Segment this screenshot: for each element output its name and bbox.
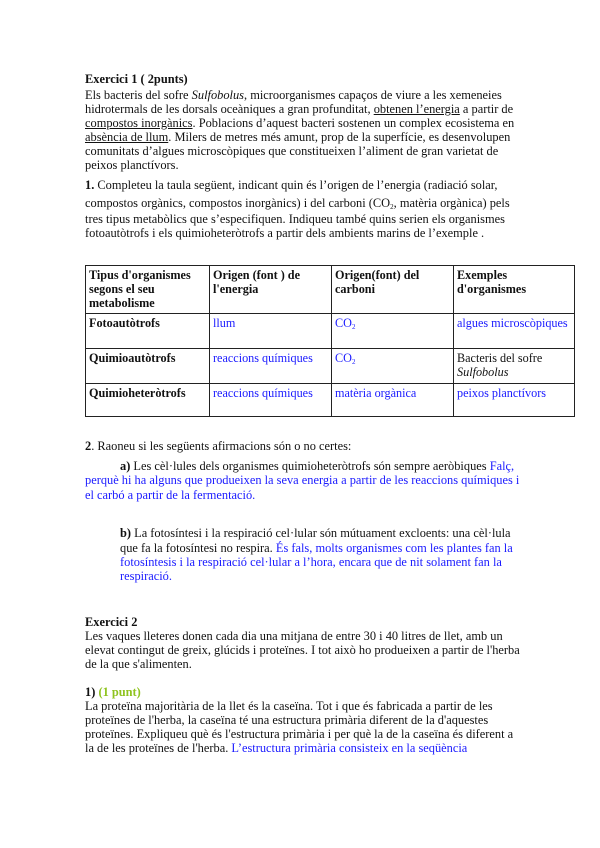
- table-row: [86, 349, 575, 384]
- cell: Quimioautòtrofs: [86, 349, 210, 384]
- cell: matèria orgànica: [332, 384, 454, 417]
- text: comunitats d’algues microscòpiques que constitueixen l’aliment de gran varietat de: [85, 144, 499, 158]
- cell: [454, 349, 575, 384]
- text: elevat contingut de greix, glúcids i proteïnes. I tot això ho produeixen a partir de l'herba: [85, 643, 520, 657]
- header-cell: Origen(font) del carboni: [332, 266, 454, 314]
- text: Les vaques lleteres donen cada dia una mitjana de entre 30 i 40 litres de llet, amb un: [85, 629, 503, 643]
- question-number: 2: [85, 439, 92, 453]
- question-number: 1.: [85, 178, 95, 192]
- text: proteïnes. Expliqueu què és l'estructura primària i per què la de la caseïna és diferent a: [85, 727, 514, 741]
- species-name: Sulfobolus: [191, 88, 244, 102]
- answer-text: Falç,: [489, 459, 515, 473]
- text: a partir de: [459, 102, 514, 116]
- answer-text: el carbó a partir de la fermentació.: [85, 488, 256, 502]
- text: , matèria orgànica) pels: [393, 196, 510, 210]
- answer-text: És fals, molts organismes com les plantes fan la: [275, 541, 513, 555]
- header-cell: Origen (font ) de l'energia: [210, 266, 332, 314]
- exercise-2-title: Exercici 2: [85, 615, 138, 629]
- answer-text: respiració.: [120, 569, 172, 583]
- text: . Poblacions d’aquest bacteri sostenen un complex ecosistema en: [192, 116, 515, 130]
- cell: peixos planctívors: [454, 384, 575, 417]
- text: CO: [335, 351, 352, 365]
- text: , microorganismes capaços de viure a les xemeneies: [244, 88, 502, 102]
- subscript: 2: [351, 323, 356, 331]
- points-label: (1 punt): [98, 685, 141, 699]
- subscript: 2: [390, 203, 394, 211]
- cell: Fotoautòtrofs: [86, 314, 210, 349]
- text: la de les proteïnes de l'herba.: [85, 741, 232, 755]
- subscript: 2: [351, 358, 356, 366]
- text: . Raoneu si les següents afirmacions són o no certes:: [91, 439, 352, 453]
- text: tres tipus metabòlics que s’especifiquen. Indiqueu també quins serien els organismes: [85, 212, 505, 226]
- text: hidrotermals de les dorsals oceàniques a gran profunditat,: [85, 102, 374, 116]
- table-row: [86, 314, 575, 349]
- text: Els bacteris del sofre: [85, 88, 192, 102]
- header-cell: Tipus d'organismes segons el seu metabolisme: [86, 266, 210, 314]
- answer-text: fotosíntesis i la respiració cel·lular a l’hora, encara que de nit solament fan la: [120, 555, 502, 569]
- table-header-row: [86, 266, 575, 314]
- underlined-text: compostos inorgànics: [85, 116, 193, 130]
- text: que fa la fotosíntesi no respira.: [120, 541, 276, 555]
- question-number: 1): [85, 685, 96, 699]
- item-label: b): [120, 526, 132, 540]
- text: La fotosíntesi i la respiració cel·lular són mútuament excloents: una cèl·lula: [131, 526, 511, 540]
- exercise-1-title: Exercici 1 ( 2punts): [85, 72, 188, 86]
- text: de la que s'alimenten.: [85, 657, 192, 671]
- text: Completeu la taula següent, indicant quin és l’origen de l’energia (radiació solar,: [94, 178, 498, 192]
- cell: reaccions químiques: [210, 349, 332, 384]
- underlined-text: absència de llum: [85, 130, 169, 144]
- cell: reaccions químiques: [210, 384, 332, 417]
- underlined-text: obtenen l’energia: [373, 102, 460, 116]
- text: Bacteris del sofre: [457, 351, 543, 365]
- cell: algues microscòpiques: [454, 314, 575, 349]
- metabolism-table: [85, 265, 575, 417]
- cell: Quimioheteròtrofs: [86, 384, 210, 417]
- answer-text: perquè hi ha alguns que produeixen la seva energia a partir de les reaccions químiques i: [85, 473, 520, 487]
- text: Les cèl·lules dels organismes quimioheteròtrofs són sempre aeròbiques: [130, 459, 490, 473]
- cell: [332, 314, 454, 349]
- text: La proteïna majoritària de la llet és la caseïna. Tot i que és fabricada a partir de les: [85, 699, 493, 713]
- text: proteïnes de l'herba, la caseïna té una estructura primària diferent de la d'aquestes: [85, 713, 489, 727]
- species-name: Sulfobolus: [457, 365, 509, 379]
- item-label: a): [120, 459, 131, 473]
- text: fotoautòtrofs i els quimioheteròtrofs a partir dels ambients marins de l’exemple .: [85, 226, 485, 240]
- table-row: [86, 384, 575, 417]
- cell: [332, 349, 454, 384]
- text: peixos planctívors.: [85, 158, 179, 172]
- text: CO: [335, 316, 352, 330]
- header-cell: Exemples d'organismes: [454, 266, 575, 314]
- cell: llum: [210, 314, 332, 349]
- text: . Milers de metres més amunt, prop de la superfície, es desenvolupen: [168, 130, 511, 144]
- answer-text: L’estructura primària consisteix en la seqüència: [231, 741, 468, 755]
- text: compostos orgànics, compostos inorgànics) i del carboni (CO: [85, 196, 391, 210]
